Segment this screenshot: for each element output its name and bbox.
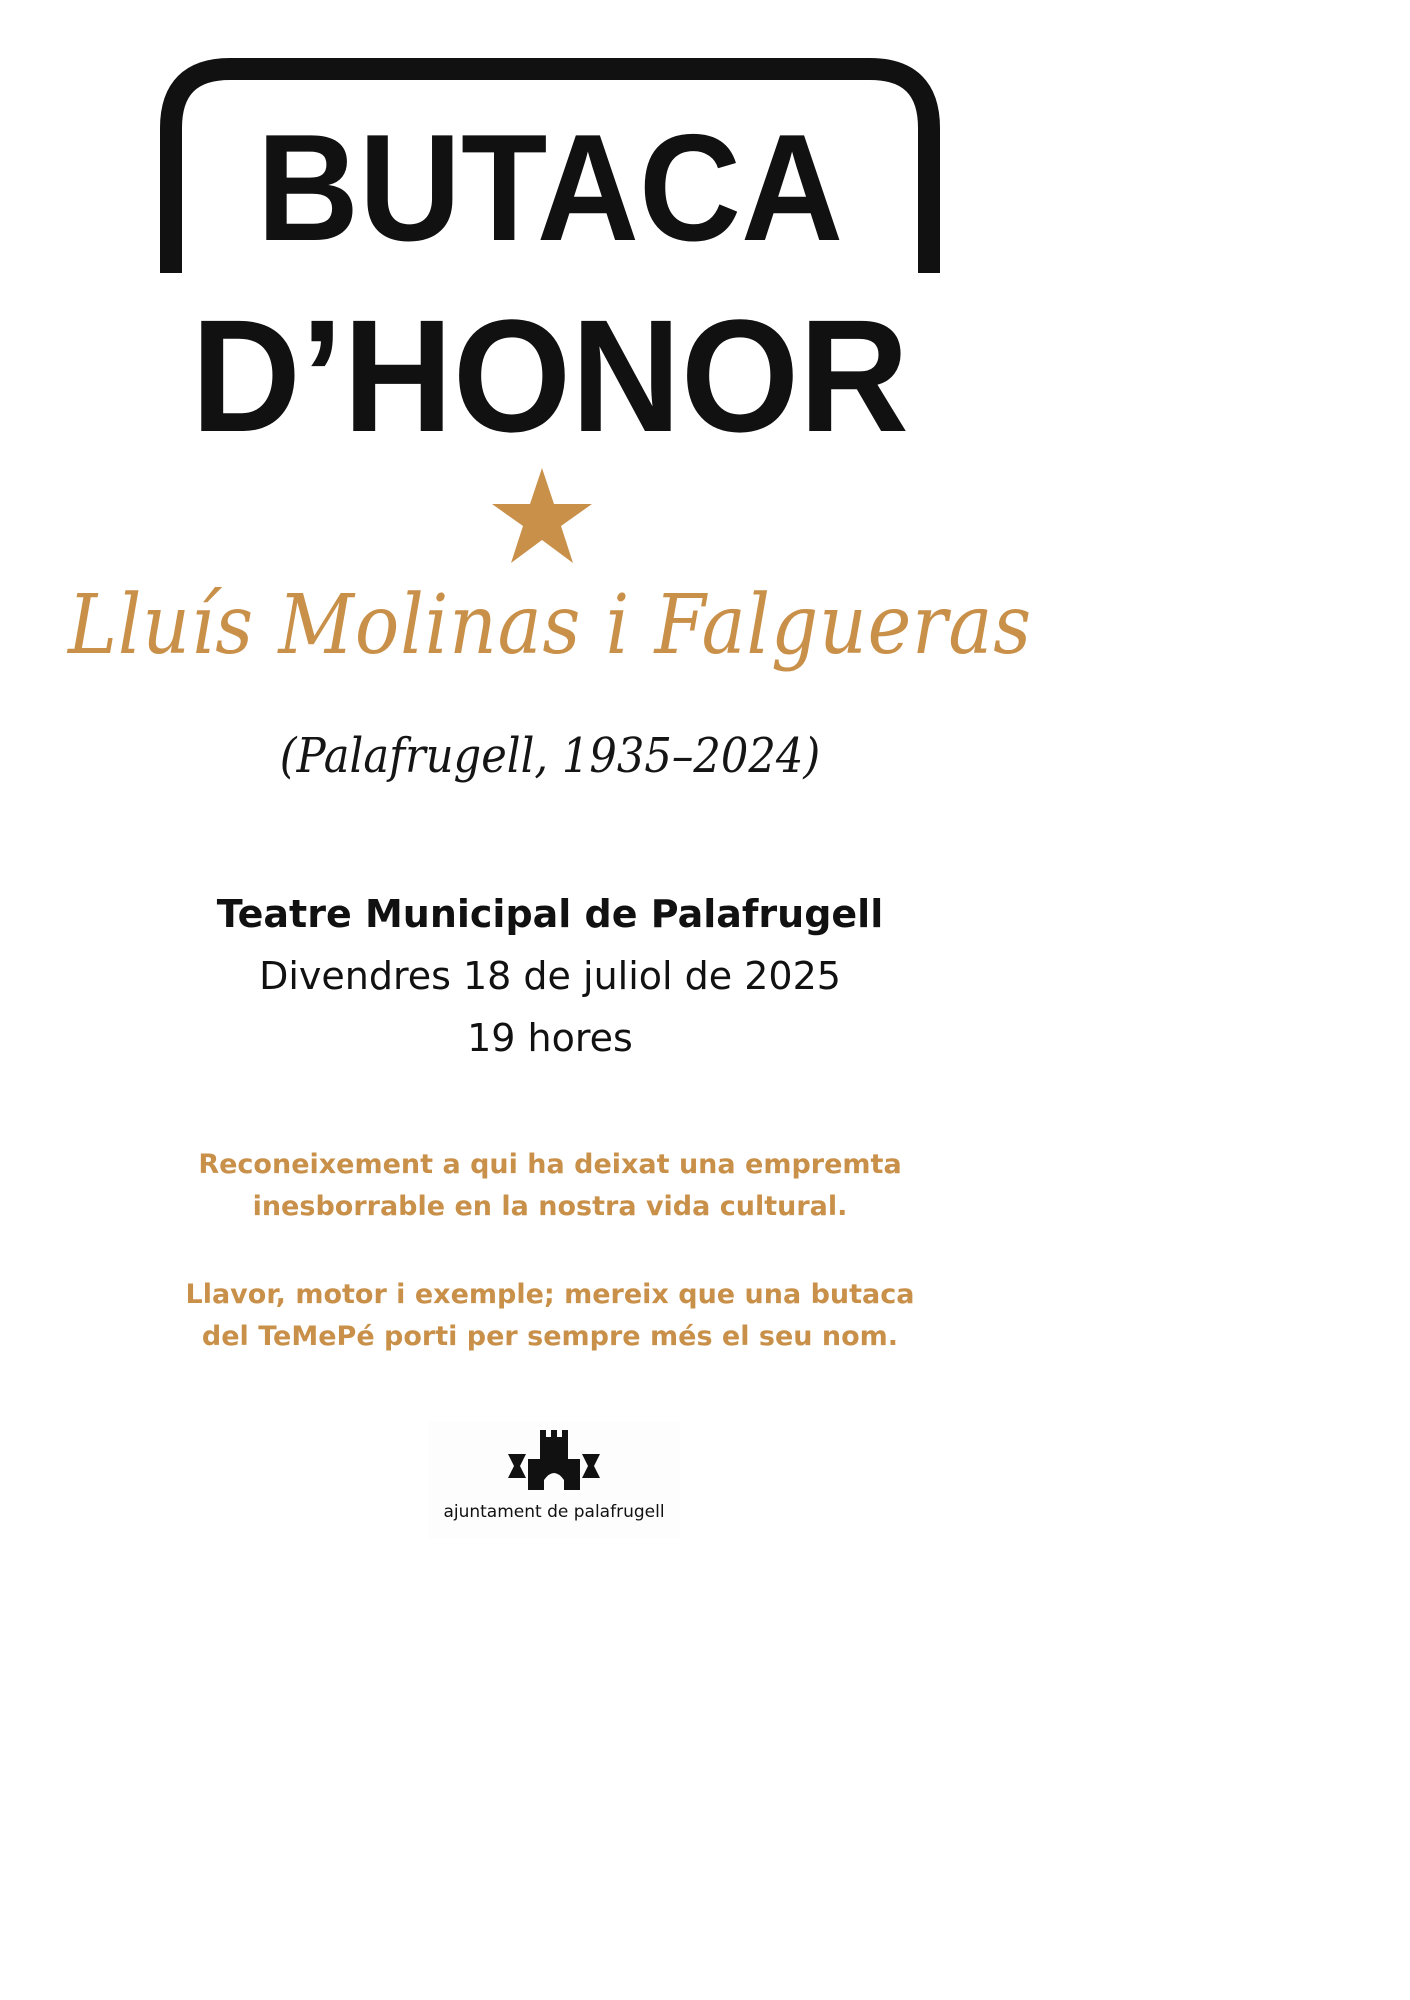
honoree-name: Lluís Molinas i Falgueras	[67, 578, 1033, 673]
logo-text: ajuntament de palafrugell	[443, 1502, 665, 1522]
title-butaca: BUTACA	[256, 103, 844, 273]
event-venue: Teatre Municipal de Palafrugell	[216, 892, 884, 936]
event-time: 19 hores	[467, 1016, 633, 1060]
municipality-logo	[428, 1422, 680, 1538]
title-honor: D’HONOR	[191, 286, 909, 465]
castle-icon	[504, 1428, 604, 1492]
tribute-paragraph-2-line-2: del TeMePé porti per sempre més el seu nom.	[201, 1321, 899, 1352]
tribute-paragraph-2-line-1: Llavor, motor i exemple; mereix que una butaca	[185, 1279, 915, 1310]
honoree-dates: (Palafrugell, 1935–2024)	[279, 728, 821, 784]
star-icon	[490, 466, 594, 566]
tribute-paragraph-1-line-1: Reconeixement a qui ha deixat una empremta	[198, 1149, 902, 1180]
tribute-paragraph-1-line-2: inesborrable en la nostra vida cultural.	[252, 1191, 848, 1222]
event-date: Divendres 18 de juliol de 2025	[259, 954, 841, 998]
